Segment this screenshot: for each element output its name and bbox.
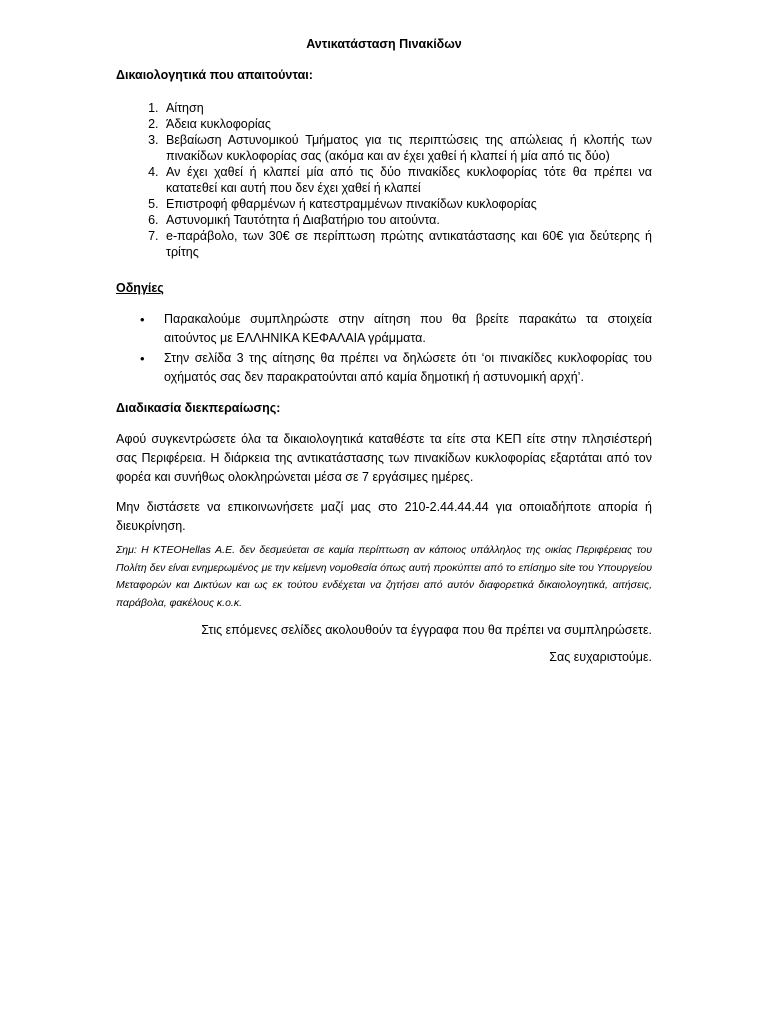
requirements-heading: Δικαιολογητικά που απαιτούνται: [116,68,313,82]
bullet-icon: • [140,312,145,327]
bullet-icon: • [140,351,145,366]
contact-paragraph: Μην διστάσετε να επικοινωνήσετε μαζί μας στο 210-2.44.44.44 για οποιαδήποτε απορία ή διευκρίνηση. [116,500,652,533]
instructions-list [116,310,652,387]
document-page [116,36,652,665]
requirement-item-2: 2. Άδεια κυκλοφορίας [162,116,652,132]
instruction-text-1: Παρακαλούμε συμπληρώστε στην αίτηση που θα βρείτε παρακάτω τα στοιχεία αιτούντος με ΕΛΛΗΝΙΚΑ ΚΕΦΑΛΑΙΑ γράμματα. [164,312,652,345]
instructions-heading: Οδηγίες [116,281,164,295]
requirement-item-6: 6. Αστυνομική Ταυτότητα ή Διαβατήριο του αιτούντα. [162,212,652,228]
requirement-item-5: 5. Επιστροφή φθαρμένων ή κατεστραμμένων πινακίδων κυκλοφορίας [162,196,652,212]
process-paragraph: Αφού συγκεντρώσετε όλα τα δικαιολογητικά καταθέστε τα είτε στα ΚΕΠ είτε στην πλησιέστερή σας Περιφέρεια. Η διάρκεια της αντικατάστασης των πινακίδων κυκλοφορίας εξαρτάται από τον φορέα και συνήθως ολοκληρώνεται μέσα σε 7 εργάσιμες ημέρες. [116,432,652,484]
instruction-text-2: Στην σελίδα 3 της αίτησης θα πρέπει να δηλώσετε ότι ‘οι πινακίδες κυκλοφορίας του οχήματός σας δεν παρακρατούνται από καμία δημοτική ή αστυνομική αρχή’. [164,351,652,384]
requirement-item-7: 7. e-παράβολο, των 30€ σε περίπτωση πρώτης αντικατάστασης και 60€ για δεύτερης ή τρίτης [162,228,652,260]
instruction-item-2 [140,349,652,387]
document-title: Αντικατάσταση Πινακίδων [306,37,462,51]
requirement-item-3: 3. Βεβαίωση Αστυνομικού Τμήματος για τις περιπτώσεις της απώλειας ή κλοπής των πινακίδων κυκλοφορίας σας (ακόμα και αν έχει χαθεί ή κλαπεί ή μία από τις δύο) [162,132,652,164]
following-pages-text: Στις επόμενες σελίδες ακολουθούν τα έγγραφα που θα πρέπει να συμπληρώσετε. [201,623,652,637]
requirements-list [116,100,652,260]
requirement-item-4: 4. Αν έχει χαθεί ή κλαπεί μία από τις δύο πινακίδες κυκλοφορίας τότε θα πρέπει να κατατεθεί και αυτή που δεν έχει χαθεί ή κλαπεί [162,164,652,196]
thanks-text: Σας ευχαριστούμε. [549,650,652,664]
process-heading: Διαδικασία διεκπεραίωσης: [116,401,281,415]
instruction-item-1 [140,310,652,348]
requirement-item-1: 1. Αίτηση [162,100,652,116]
disclaimer-note: Σημ: Η ΚΤΕΟHellas Α.Ε. δεν δεσμεύεται σε καμία περίπτωση αν κάποιος υπάλληλος της οικίας Περιφέρειας του Πολίτη δεν είναι ενημερωμένος με την κείμενη νομοθεσία όπως αυτή προκύπτει από το επίσημο site του Υπουργείου Μεταφορών και Δικτύων και ως εκ τούτου ενδέχεται να ζητήσει από αυτόν διαφορετικά δικαιολογητικά, αιτήσεις, παράβολα, φακέλους κ.ο.κ. [116,544,652,609]
